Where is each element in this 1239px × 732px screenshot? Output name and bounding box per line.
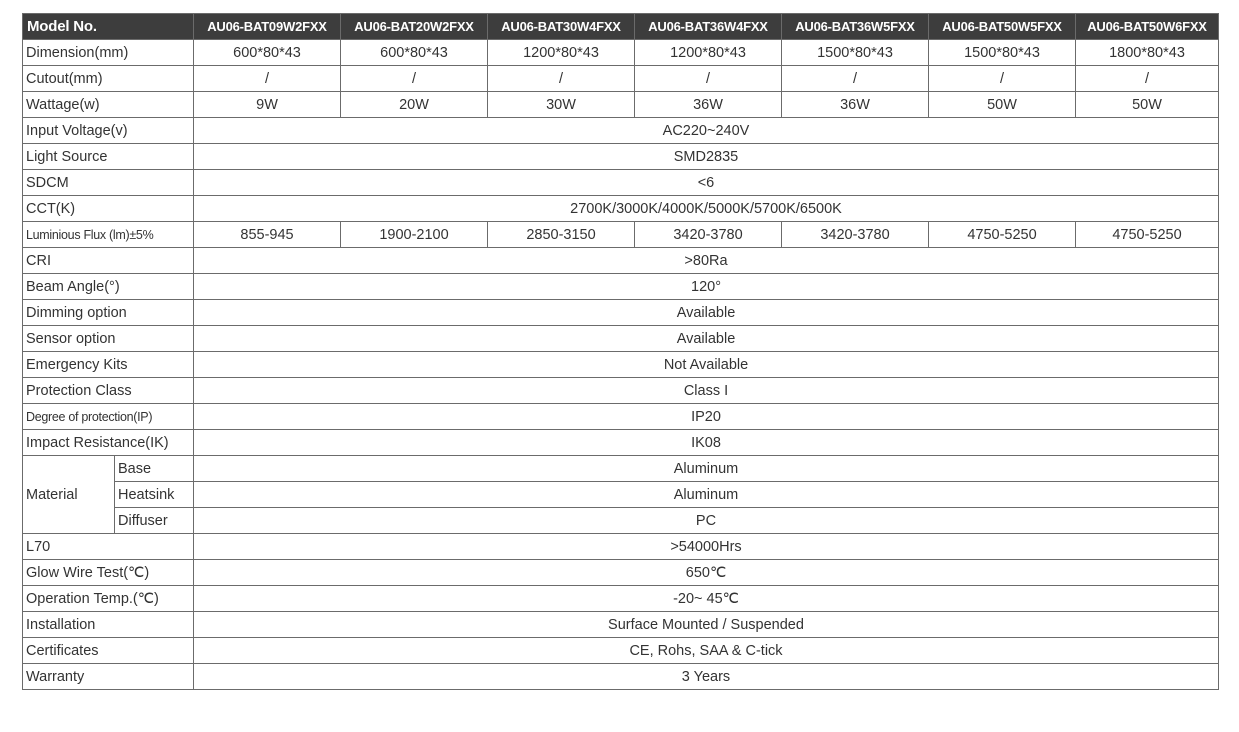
spec-table [22,13,1219,690]
model-header: AU06-BAT50W5FXX [929,14,1076,40]
cell-value: 4750-5250 [929,222,1076,248]
cell-value: Surface Mounted / Suspended [194,612,1219,638]
row-wattage [23,92,1219,118]
cell-value: 1800*80*43 [1076,40,1219,66]
cell-value: SMD2835 [194,144,1219,170]
row-label: SDCM [23,170,194,196]
table-body [23,40,1219,690]
row-glow-wire [23,560,1219,586]
row-label: L70 [23,534,194,560]
cell-value: 9W [194,92,341,118]
cell-value: / [929,66,1076,92]
cell-value: AC220~240V [194,118,1219,144]
row-label: Warranty [23,664,194,690]
cell-value: / [635,66,782,92]
row-label: Certificates [23,638,194,664]
cell-value: 4750-5250 [1076,222,1219,248]
cell-value: 3420-3780 [635,222,782,248]
row-sdcm [23,170,1219,196]
model-header: AU06-BAT09W2FXX [194,14,341,40]
cell-value: PC [194,508,1219,534]
row-installation [23,612,1219,638]
row-label: Sensor option [23,326,194,352]
cell-value: 3 Years [194,664,1219,690]
cell-value: 600*80*43 [341,40,488,66]
cell-value: CE, Rohs, SAA & C-tick [194,638,1219,664]
model-header: AU06-BAT20W2FXX [341,14,488,40]
row-label: Impact Resistance(IK) [23,430,194,456]
row-emergency [23,352,1219,378]
row-protection-class [23,378,1219,404]
cell-value: 3420-3780 [782,222,929,248]
cell-value: 1900-2100 [341,222,488,248]
row-luminous-flux [23,222,1219,248]
row-cri [23,248,1219,274]
cell-value: / [341,66,488,92]
row-cct [23,196,1219,222]
row-label: Luminious Flux (lm)±5% [23,222,194,248]
row-label: Dimming option [23,300,194,326]
cell-value: Aluminum [194,482,1219,508]
cell-value: 1500*80*43 [929,40,1076,66]
cell-value: <6 [194,170,1219,196]
cell-value: Aluminum [194,456,1219,482]
model-header: AU06-BAT36W4FXX [635,14,782,40]
cell-value: IK08 [194,430,1219,456]
row-label: Operation Temp.(℃) [23,586,194,612]
model-header: AU06-BAT36W5FXX [782,14,929,40]
cell-value: 600*80*43 [194,40,341,66]
row-label: Beam Angle(°) [23,274,194,300]
cell-value: >80Ra [194,248,1219,274]
row-sublabel: Heatsink [115,482,194,508]
model-header: AU06-BAT50W6FXX [1076,14,1219,40]
row-label: Light Source [23,144,194,170]
row-warranty [23,664,1219,690]
row-l70 [23,534,1219,560]
material-label: Material [23,456,115,534]
row-beam-angle [23,274,1219,300]
row-input-voltage [23,118,1219,144]
row-cutout [23,66,1219,92]
cell-value: Available [194,300,1219,326]
cell-value: Available [194,326,1219,352]
row-label: Glow Wire Test(℃) [23,560,194,586]
cell-value: IP20 [194,404,1219,430]
cell-value: >54000Hrs [194,534,1219,560]
row-light-source [23,144,1219,170]
cell-value: / [1076,66,1219,92]
cell-value: 50W [929,92,1076,118]
row-sublabel: Diffuser [115,508,194,534]
row-label: CRI [23,248,194,274]
row-label: Emergency Kits [23,352,194,378]
row-ik [23,430,1219,456]
cell-value: 50W [1076,92,1219,118]
row-material-diffuser [23,508,1219,534]
cell-value: / [488,66,635,92]
cell-value: 650℃ [194,560,1219,586]
row-label: Cutout(mm) [23,66,194,92]
cell-value: 20W [341,92,488,118]
cell-value: / [782,66,929,92]
cell-value: Class I [194,378,1219,404]
cell-value: 1200*80*43 [635,40,782,66]
cell-value: 2850-3150 [488,222,635,248]
row-material-base [23,456,1219,482]
row-certificates [23,638,1219,664]
model-header: AU06-BAT30W4FXX [488,14,635,40]
row-material-heatsink [23,482,1219,508]
row-dimming [23,300,1219,326]
cell-value: 855-945 [194,222,341,248]
row-operation-temp [23,586,1219,612]
row-label: CCT(K) [23,196,194,222]
row-sublabel: Base [115,456,194,482]
row-dimension [23,40,1219,66]
row-label: Installation [23,612,194,638]
cell-value: / [194,66,341,92]
cell-value: 36W [635,92,782,118]
row-label: Dimension(mm) [23,40,194,66]
model-no-header: Model No. [23,14,194,40]
row-ip [23,404,1219,430]
table-header [23,14,1219,40]
cell-value: 30W [488,92,635,118]
row-sensor [23,326,1219,352]
row-label: Wattage(w) [23,92,194,118]
cell-value: 2700K/3000K/4000K/5000K/5700K/6500K [194,196,1219,222]
cell-value: 1500*80*43 [782,40,929,66]
cell-value: 36W [782,92,929,118]
cell-value: -20~ 45℃ [194,586,1219,612]
row-label: Protection Class [23,378,194,404]
cell-value: 1200*80*43 [488,40,635,66]
row-label: Degree of protection(IP) [23,404,194,430]
cell-value: 120° [194,274,1219,300]
header-row [23,14,1219,40]
row-label: Input Voltage(v) [23,118,194,144]
cell-value: Not Available [194,352,1219,378]
